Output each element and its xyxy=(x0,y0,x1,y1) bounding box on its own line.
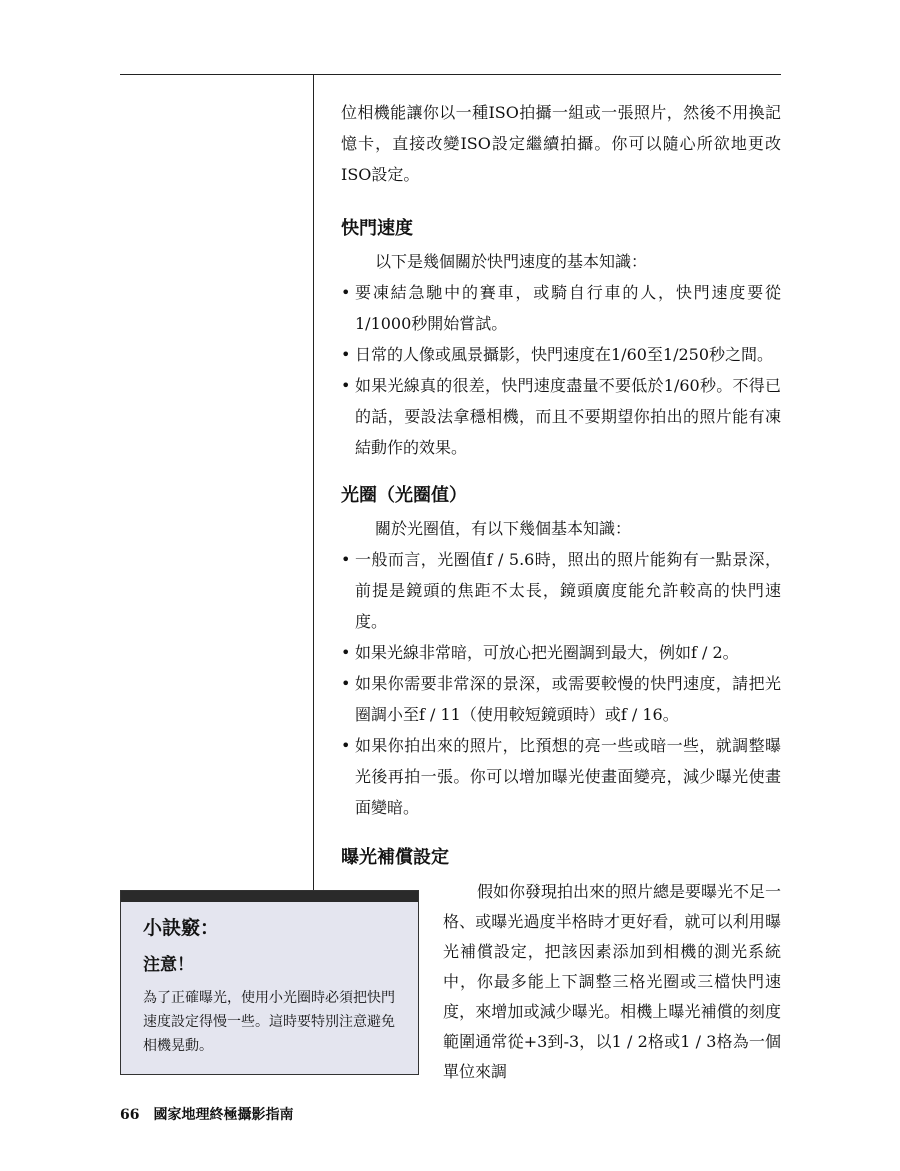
aperture-heading: 光圈（光圈值） xyxy=(341,485,467,506)
tip-body: 為了正確曝光，使用小光圈時必須把快門速度設定得慢一些。這時要特別注意避免相機晃動。 xyxy=(143,990,395,1054)
bullet-icon: • xyxy=(341,376,351,395)
tip-header-bar xyxy=(121,891,418,902)
tip-subtitle: 注意！ xyxy=(143,955,194,975)
intro-section xyxy=(341,97,781,190)
column-divider xyxy=(313,74,314,890)
intro-paragraph: 位相機能讓你以一種ISO拍攝一組或一張照片，然後不用換記憶卡，直接改變ISO設定繼續拍攝。你可以隨心所欲地更改ISO設定。 xyxy=(341,103,781,184)
aperture-bullet-list xyxy=(341,544,781,823)
exposure-heading-wrap xyxy=(341,845,781,871)
shutter-lead: 以下是幾個關於快門速度的基本知識： xyxy=(375,252,648,271)
exposure-section xyxy=(443,877,781,1087)
aperture-lead: 關於光圈值，有以下幾個基本知識： xyxy=(375,519,632,538)
list-item: • 如果你拍出來的照片，比預想的亮一些或暗一些，就調整曝光後再拍一張。你可以增加曝光使畫面變亮，減少曝光使畫面變暗。 xyxy=(341,730,781,823)
bullet-icon: • xyxy=(341,550,351,569)
bullet-icon: • xyxy=(341,643,351,662)
list-item: • 如果光線非常暗，可放心把光圈調到最大，例如f / 2。 xyxy=(341,637,781,668)
bullet-icon: • xyxy=(341,674,351,693)
page-number: 66 xyxy=(120,1107,140,1123)
tip-title: 小訣竅： xyxy=(143,917,220,939)
shutter-section xyxy=(341,216,781,463)
exposure-paragraph: 假如你發現拍出來的照片總是要曝光不足一格、或曝光過度半格時才更好看，就可以利用曝光補償設定，把該因素添加到相機的測光系統中，你最多能上下調整三格光圈或三檔快門速度，來增加或減少曝光。相機上曝光補償的刻度範圍通常從+3到-3，以1 / 2格或1 / 3格為一個單位來調 xyxy=(443,882,782,1081)
list-item: • 一般而言，光圈值f / 5.6時，照出的照片能夠有一點景深，前提是鏡頭的焦距不太長，鏡頭廣度能允許較高的快門速度。 xyxy=(341,544,781,637)
list-item: • 如果光線真的很差，快門速度盡量不要低於1/60秒。不得已的話，要設法拿穩相機，而且不要期望你拍出的照片能有凍結動作的效果。 xyxy=(341,370,781,463)
bullet-icon: • xyxy=(341,345,351,364)
aperture-section xyxy=(341,483,781,823)
list-item: • 要凍結急馳中的賽車，或騎自行車的人，快門速度要從1/1000秒開始嘗試。 xyxy=(341,277,781,339)
top-rule xyxy=(120,74,781,75)
shutter-heading: 快門速度 xyxy=(341,218,413,239)
tip-box xyxy=(120,890,419,1075)
exposure-heading: 曝光補償設定 xyxy=(341,847,449,868)
page-footer xyxy=(120,1104,293,1124)
shutter-bullet-list xyxy=(341,277,781,463)
list-item: • 日常的人像或風景攝影，快門速度在1/60至1/250秒之間。 xyxy=(341,339,781,370)
book-title: 國家地理終極攝影指南 xyxy=(153,1107,294,1123)
bullet-icon: • xyxy=(341,736,351,755)
list-item: • 如果你需要非常深的景深，或需要較慢的快門速度，請把光圈調小至f / 11（使用較短鏡頭時）或f / 16。 xyxy=(341,668,781,730)
bullet-icon: • xyxy=(341,283,351,302)
